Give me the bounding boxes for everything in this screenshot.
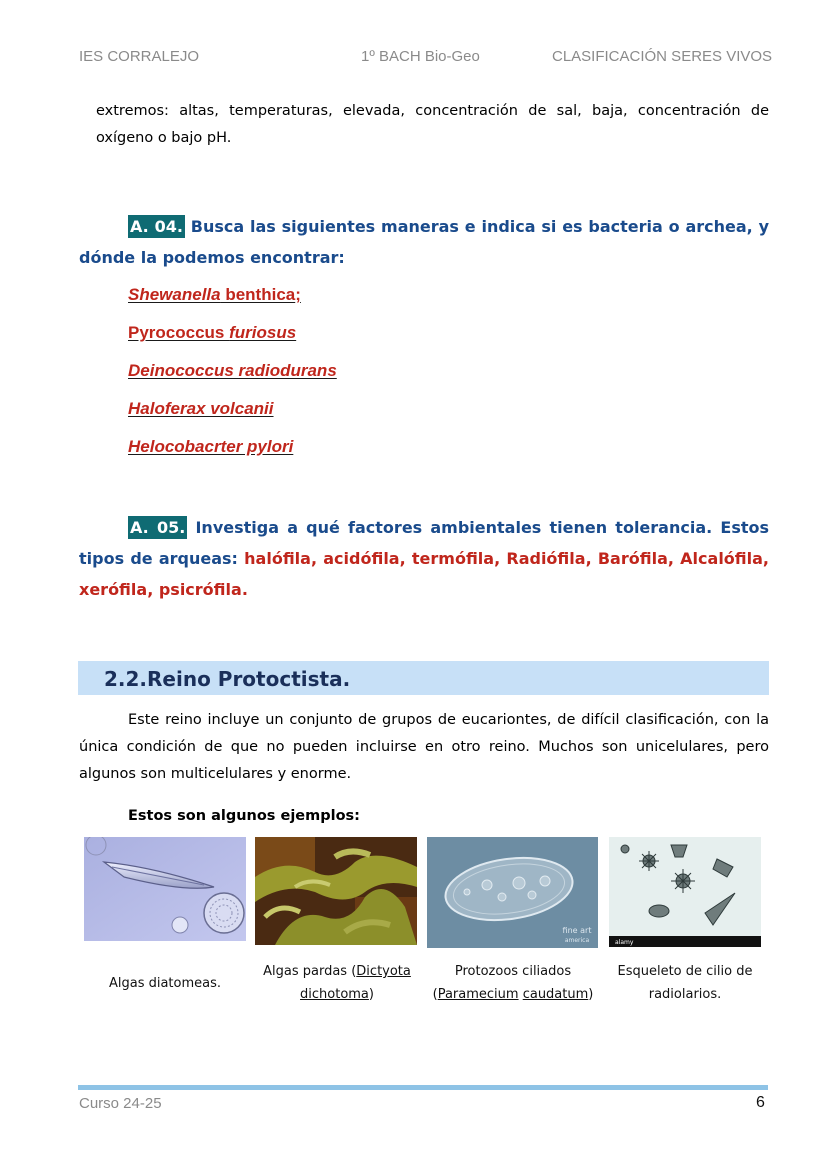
section-paragraph: Este reino incluye un conjunto de grupos de eucariontes, de difícil clasificación, con la única condición de que no pueden incluirse en otro reino. Muchos son unicelulares, pero algunos son multicelulares y enorme. [79,712,769,782]
brown-algae-image [255,837,417,945]
diatom-image [84,837,246,941]
activity-05-badge: A. 05. [130,518,186,537]
examples-label: Estos son algunos ejemplos: [128,808,360,824]
fineart-watermark: fine art [562,926,592,935]
paramecium-image [427,837,598,948]
species-item[interactable]: Shewanella benthica; [128,285,301,304]
caption-radiolarians: Esqueleto de cilio de radiolarios. [617,964,753,1002]
page-number: 6 [756,1094,765,1111]
activity-04-text: Busca las siguientes maneras e indica si es bacteria o archea, y dónde la podemos encontrar: [79,217,770,267]
caption-diatoms: Algas diatomeas. [108,976,222,991]
caption-paramecium: Protozoos ciliados (Paramecium caudatum) [432,964,594,1002]
header-course: 1º BACH Bio-Geo [361,48,480,65]
section-title: 2.2.Reino Protoctista. [104,667,351,691]
species-item[interactable]: Helocobacrter pylori [128,437,294,456]
activity-05 [79,512,769,605]
activity-05-archaea-types: halófila, acidófila, termófila, Radiófila, Barófila, Alcalófila, xerófila, psicrófila. [79,549,770,599]
fineart-watermark-2: america [564,937,590,944]
intro-paragraph: extremos: altas, temperaturas, elevada, concentración de sal, baja, concentración de oxígeno o bajo pH. [96,103,769,146]
species-item[interactable]: Deinococcus radiodurans [128,361,337,380]
activity-04-badge: A. 04. [130,217,183,236]
species-item[interactable]: Pyrococcus furiosus [128,323,297,342]
radiolarian-image [609,837,761,947]
header-topic: CLASIFICACIÓN SERES VIVOS [552,48,773,65]
activity-04 [79,211,769,273]
activity-05-text: Investiga a qué factores ambientales tienen tolerancia. Estos tipos de arqueas: [79,518,770,568]
caption-brown-algae: Algas pardas (Dictyota dichotoma) [263,964,411,1002]
alamy-watermark: alamy [615,939,634,946]
species-item[interactable]: Haloferax volcanii [128,399,274,418]
footer-rule [78,1085,768,1090]
footer-course: Curso 24-25 [79,1095,162,1112]
header-school: IES CORRALEJO [79,48,200,65]
